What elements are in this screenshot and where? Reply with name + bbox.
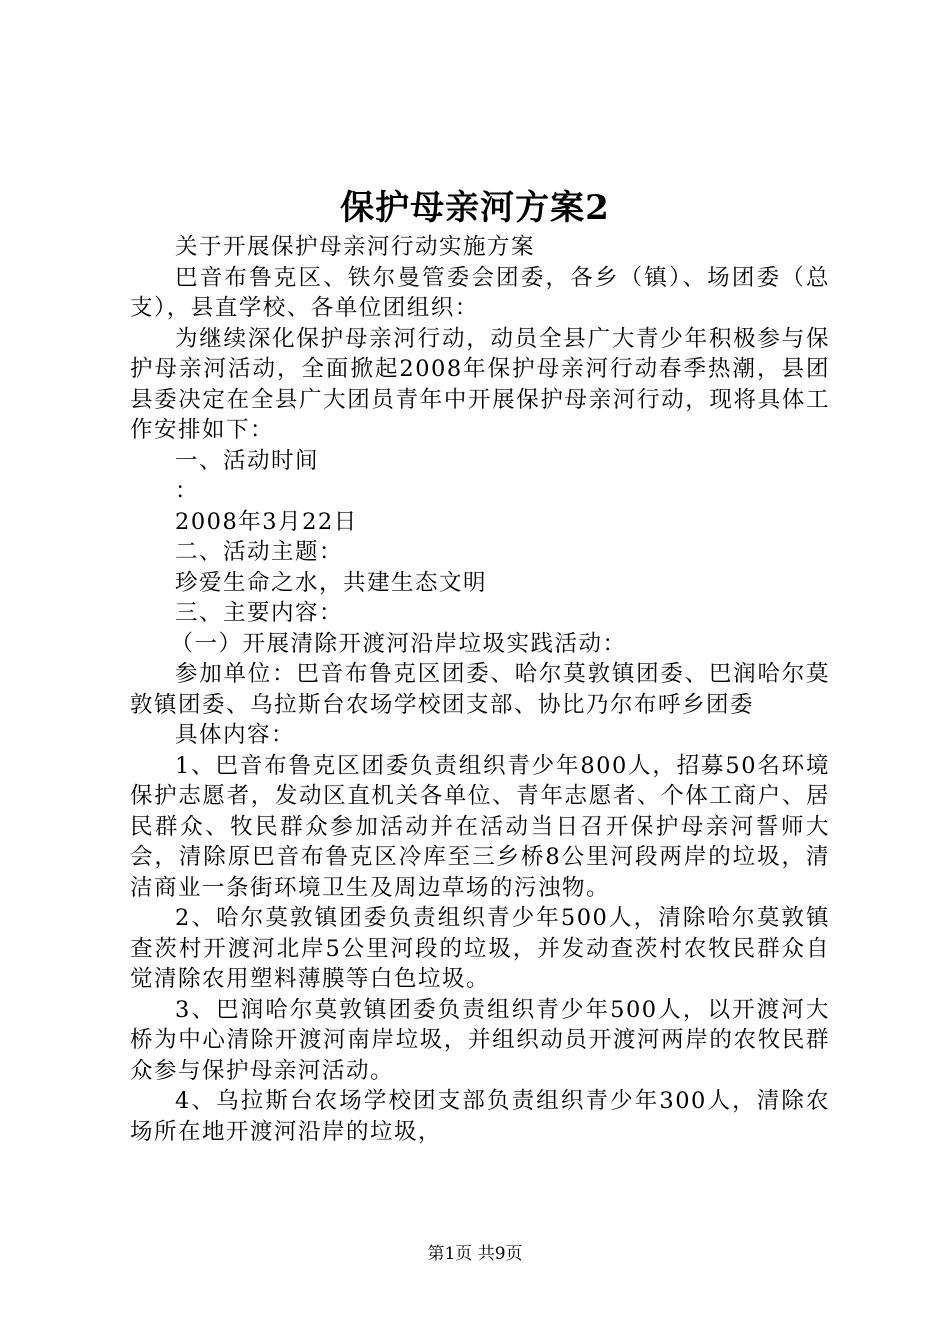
subsection-heading: （一）开展清除开渡河沿岸垃圾实践活动： [170, 630, 627, 657]
item-paragraph: 1、巴音布鲁克区团委负责组织青少年800人，招募50名环境保护志愿者，发动区直机关各单位、青年志愿者、个体工商户、居民群众、牧民群众参加活动并在活动当日召开保护母亲河誓师大会，清除原巴音布鲁克区冷库至三乡桥8公里河段两岸的垃圾，清洁商业一条街环境卫生及周边草场的污浊物。 [130, 752, 830, 901]
addressee-paragraph: 巴音布鲁克区、铁尔曼管委会团委，各乡（镇）、场团委（总支），县直学校、各单位团组织： [130, 264, 830, 321]
document-title: 保护母亲河方案2 [340, 188, 610, 228]
section-heading-time: 一、活动时间 [175, 447, 320, 474]
document-body [130, 232, 830, 1147]
activity-date: 2008年3月22日 [175, 508, 358, 535]
colon-line: ： [175, 478, 200, 504]
participants-paragraph: 参加单位：巴音布鲁克区团委、哈尔莫敦镇团委、巴润哈尔莫敦镇团委、乌拉斯台农场学校团支部、协比乃尔布呼乡团委 [130, 661, 830, 718]
intro-paragraph: 为继续深化保护母亲河行动，动员全县广大青少年积极参与保护母亲河活动，全面掀起2008年保护母亲河行动春季热潮，县团县委决定在全县广大团员青年中开展保护母亲河行动，现将具体工作安排如下： [130, 325, 830, 443]
subtitle-paragraph: 关于开展保护母亲河行动实施方案 [175, 234, 536, 260]
item-paragraph: 3、巴润哈尔莫敦镇团委负责组织青少年500人，以开渡河大桥为中心清除开渡河南岸垃圾，并组织动员开渡河两岸的农牧民群众参与保护母亲河活动。 [130, 996, 830, 1084]
item-paragraph: 2、哈尔莫敦镇团委负责组织青少年500人，清除哈尔莫敦镇查茨村开渡河北岸5公里河段的垃圾，并发动查茨村农牧民群众自觉清除农用塑料薄膜等白色垃圾。 [130, 905, 830, 992]
section-heading-theme: 二、活动主题： [175, 539, 344, 565]
page-footer: 第1页 共9页 [427, 1244, 523, 1264]
section-heading-content: 三、主要内容： [175, 600, 344, 626]
activity-theme: 珍爱生命之水，共建生态文明 [175, 569, 488, 596]
item-paragraph: 4、乌拉斯台农场学校团支部负责组织青少年300人，清除农场所在地开渡河沿岸的垃圾， [130, 1088, 830, 1145]
details-heading: 具体内容： [175, 722, 296, 748]
